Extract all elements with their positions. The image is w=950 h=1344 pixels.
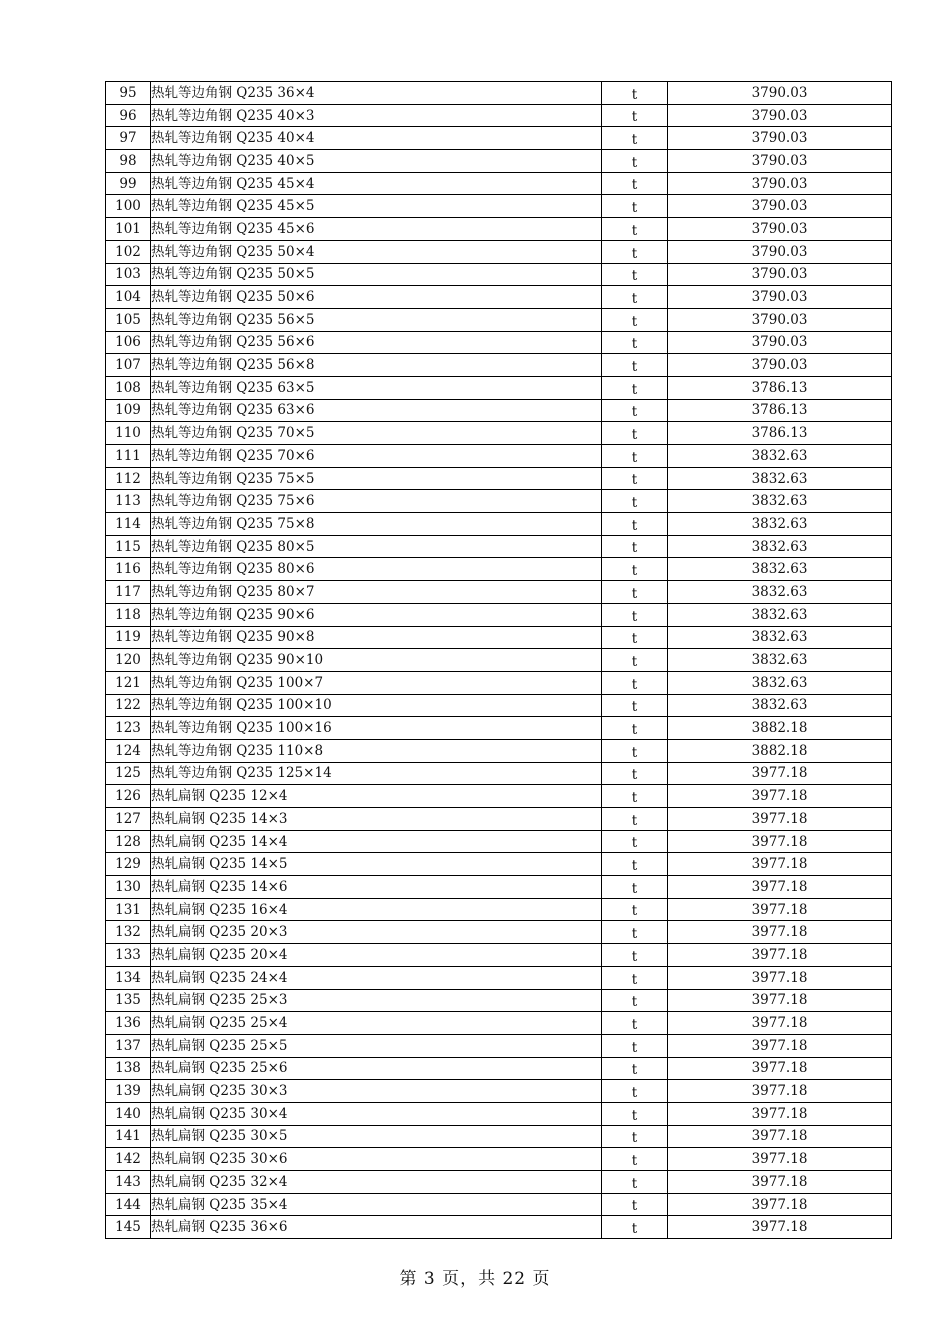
unit-cell: t [602,830,668,853]
item-name: 热轧扁钢 Q235 36×6 [151,1216,602,1239]
row-number: 105 [106,308,151,331]
unit-cell: t [602,218,668,241]
price-cell: 3790.03 [668,308,892,331]
unit-cell: t [602,1057,668,1080]
unit-cell: t [602,762,668,785]
unit-cell: t [602,331,668,354]
unit-cell: t [602,445,668,468]
unit-cell: t [602,649,668,672]
table-row [106,808,892,831]
price-cell: 3832.63 [668,513,892,536]
row-number: 141 [106,1125,151,1148]
item-name: 热轧扁钢 Q235 14×3 [151,808,602,831]
item-name: 热轧扁钢 Q235 14×5 [151,853,602,876]
item-name: 热轧等边角钢 Q235 70×5 [151,422,602,445]
table-row [106,785,892,808]
item-name: 热轧等边角钢 Q235 40×5 [151,150,602,173]
table-row [106,399,892,422]
table-row [106,626,892,649]
table-row [106,127,892,150]
unit-cell: t [602,694,668,717]
unit-cell: t [602,1012,668,1035]
unit-cell: t [602,739,668,762]
item-name: 热轧等边角钢 Q235 80×6 [151,558,602,581]
item-name: 热轧等边角钢 Q235 75×8 [151,513,602,536]
row-number: 145 [106,1216,151,1239]
item-name: 热轧等边角钢 Q235 45×6 [151,218,602,241]
table-row [106,467,892,490]
table-row [106,218,892,241]
price-cell: 3790.03 [668,218,892,241]
item-name: 热轧等边角钢 Q235 50×6 [151,286,602,309]
price-cell: 3790.03 [668,195,892,218]
unit-cell: t [602,1171,668,1194]
price-cell: 3977.18 [668,944,892,967]
table-row [106,1193,892,1216]
item-name: 热轧等边角钢 Q235 80×7 [151,581,602,604]
price-cell: 3832.63 [668,558,892,581]
row-number: 118 [106,603,151,626]
item-name: 热轧等边角钢 Q235 90×6 [151,603,602,626]
item-name: 热轧扁钢 Q235 30×5 [151,1125,602,1148]
price-cell: 3790.03 [668,286,892,309]
price-cell: 3977.18 [668,966,892,989]
unit-cell: t [602,853,668,876]
unit-cell: t [602,467,668,490]
price-cell: 3790.03 [668,82,892,105]
table-row [106,581,892,604]
unit-cell: t [602,1034,668,1057]
row-number: 112 [106,467,151,490]
item-name: 热轧扁钢 Q235 32×4 [151,1171,602,1194]
item-name: 热轧等边角钢 Q235 56×5 [151,308,602,331]
item-name: 热轧扁钢 Q235 25×3 [151,989,602,1012]
item-name: 热轧扁钢 Q235 12×4 [151,785,602,808]
unit-cell: t [602,376,668,399]
table-row [106,853,892,876]
unit-cell: t [602,82,668,105]
price-cell: 3786.13 [668,422,892,445]
item-name: 热轧扁钢 Q235 25×6 [151,1057,602,1080]
item-name: 热轧扁钢 Q235 20×3 [151,921,602,944]
table-row [106,989,892,1012]
table-row [106,490,892,513]
table-row [106,921,892,944]
unit-cell: t [602,535,668,558]
item-name: 热轧等边角钢 Q235 70×6 [151,445,602,468]
price-cell: 3832.63 [668,671,892,694]
row-number: 143 [106,1171,151,1194]
item-name: 热轧等边角钢 Q235 63×6 [151,399,602,422]
row-number: 97 [106,127,151,150]
table-row [106,445,892,468]
row-number: 106 [106,331,151,354]
price-cell: 3977.18 [668,1125,892,1148]
table-row [106,535,892,558]
row-number: 120 [106,649,151,672]
unit-cell: t [602,1193,668,1216]
price-cell: 3790.03 [668,354,892,377]
unit-cell: t [602,127,668,150]
row-number: 132 [106,921,151,944]
table-row [106,286,892,309]
unit-cell: t [602,286,668,309]
table-row [106,1034,892,1057]
unit-cell: t [602,1216,668,1239]
row-number: 99 [106,172,151,195]
row-number: 128 [106,830,151,853]
table-row [106,240,892,263]
unit-cell: t [602,195,668,218]
table-row [106,717,892,740]
table-row [106,762,892,785]
price-cell: 3977.18 [668,762,892,785]
row-number: 129 [106,853,151,876]
unit-cell: t [602,898,668,921]
item-name: 热轧扁钢 Q235 16×4 [151,898,602,921]
price-cell: 3977.18 [668,1148,892,1171]
row-number: 139 [106,1080,151,1103]
unit-cell: t [602,263,668,286]
unit-cell: t [602,1102,668,1125]
table-row [106,603,892,626]
item-name: 热轧等边角钢 Q235 36×4 [151,82,602,105]
table-row [106,1216,892,1239]
row-number: 126 [106,785,151,808]
price-table [105,81,892,1239]
price-cell: 3977.18 [668,1034,892,1057]
row-number: 131 [106,898,151,921]
unit-cell: t [602,422,668,445]
item-name: 热轧等边角钢 Q235 56×8 [151,354,602,377]
unit-cell: t [602,989,668,1012]
table-row [106,1171,892,1194]
item-name: 热轧等边角钢 Q235 100×7 [151,671,602,694]
price-cell: 3977.18 [668,898,892,921]
table-row [106,1102,892,1125]
price-cell: 3882.18 [668,717,892,740]
item-name: 热轧等边角钢 Q235 90×10 [151,649,602,672]
unit-cell: t [602,921,668,944]
row-number: 127 [106,808,151,831]
unit-cell: t [602,308,668,331]
table-row [106,1012,892,1035]
item-name: 热轧等边角钢 Q235 110×8 [151,739,602,762]
row-number: 123 [106,717,151,740]
row-number: 113 [106,490,151,513]
table-row [106,739,892,762]
item-name: 热轧扁钢 Q235 14×4 [151,830,602,853]
row-number: 100 [106,195,151,218]
item-name: 热轧等边角钢 Q235 63×5 [151,376,602,399]
table-row [106,649,892,672]
row-number: 111 [106,445,151,468]
price-cell: 3832.63 [668,649,892,672]
unit-cell: t [602,581,668,604]
price-cell: 3977.18 [668,853,892,876]
price-cell: 3832.63 [668,490,892,513]
row-number: 121 [106,671,151,694]
table-row [106,671,892,694]
row-number: 124 [106,739,151,762]
table-body [106,82,892,1239]
price-cell: 3977.18 [668,989,892,1012]
item-name: 热轧扁钢 Q235 35×4 [151,1193,602,1216]
unit-cell: t [602,1148,668,1171]
item-name: 热轧等边角钢 Q235 40×4 [151,127,602,150]
unit-cell: t [602,876,668,899]
table-row [106,263,892,286]
item-name: 热轧扁钢 Q235 20×4 [151,944,602,967]
price-cell: 3977.18 [668,808,892,831]
table-row [106,694,892,717]
row-number: 142 [106,1148,151,1171]
table-row [106,376,892,399]
row-number: 136 [106,1012,151,1035]
item-name: 热轧等边角钢 Q235 125×14 [151,762,602,785]
item-name: 热轧等边角钢 Q235 50×5 [151,263,602,286]
row-number: 122 [106,694,151,717]
unit-cell: t [602,1080,668,1103]
item-name: 热轧等边角钢 Q235 80×5 [151,535,602,558]
table-row [106,82,892,105]
price-cell: 3786.13 [668,399,892,422]
price-cell: 3977.18 [668,830,892,853]
price-cell: 3977.18 [668,1102,892,1125]
unit-cell: t [602,603,668,626]
table-row [106,513,892,536]
unit-cell: t [602,717,668,740]
price-cell: 3832.63 [668,694,892,717]
table-row [106,195,892,218]
item-name: 热轧扁钢 Q235 30×3 [151,1080,602,1103]
price-cell: 3832.63 [668,581,892,604]
unit-cell: t [602,671,668,694]
price-cell: 3977.18 [668,1171,892,1194]
item-name: 热轧扁钢 Q235 24×4 [151,966,602,989]
row-number: 134 [106,966,151,989]
item-name: 热轧等边角钢 Q235 100×10 [151,694,602,717]
item-name: 热轧等边角钢 Q235 50×4 [151,240,602,263]
price-cell: 3790.03 [668,331,892,354]
item-name: 热轧扁钢 Q235 25×5 [151,1034,602,1057]
row-number: 125 [106,762,151,785]
price-cell: 3790.03 [668,150,892,173]
row-number: 133 [106,944,151,967]
row-number: 101 [106,218,151,241]
row-number: 114 [106,513,151,536]
row-number: 104 [106,286,151,309]
row-number: 119 [106,626,151,649]
unit-cell: t [602,558,668,581]
row-number: 103 [106,263,151,286]
unit-cell: t [602,354,668,377]
price-cell: 3977.18 [668,921,892,944]
row-number: 109 [106,399,151,422]
table-row [106,1080,892,1103]
unit-cell: t [602,240,668,263]
table-row [106,830,892,853]
item-name: 热轧扁钢 Q235 30×4 [151,1102,602,1125]
table-row [106,944,892,967]
table-row [106,150,892,173]
price-cell: 3832.63 [668,535,892,558]
table-row [106,172,892,195]
row-number: 135 [106,989,151,1012]
price-cell: 3977.18 [668,1012,892,1035]
row-number: 102 [106,240,151,263]
row-number: 95 [106,82,151,105]
price-cell: 3977.18 [668,1080,892,1103]
row-number: 144 [106,1193,151,1216]
row-number: 98 [106,150,151,173]
price-cell: 3977.18 [668,785,892,808]
unit-cell: t [602,785,668,808]
unit-cell: t [602,626,668,649]
unit-cell: t [602,490,668,513]
item-name: 热轧等边角钢 Q235 100×16 [151,717,602,740]
item-name: 热轧扁钢 Q235 25×4 [151,1012,602,1035]
table-row [106,308,892,331]
row-number: 117 [106,581,151,604]
table-row [106,1125,892,1148]
item-name: 热轧等边角钢 Q235 45×5 [151,195,602,218]
table-row [106,422,892,445]
unit-cell: t [602,399,668,422]
price-cell: 3790.03 [668,263,892,286]
item-name: 热轧等边角钢 Q235 45×4 [151,172,602,195]
unit-cell: t [602,150,668,173]
table-row [106,104,892,127]
row-number: 96 [106,104,151,127]
price-cell: 3832.63 [668,603,892,626]
row-number: 130 [106,876,151,899]
price-cell: 3977.18 [668,876,892,899]
price-cell: 3977.18 [668,1057,892,1080]
unit-cell: t [602,513,668,536]
row-number: 138 [106,1057,151,1080]
price-cell: 3790.03 [668,240,892,263]
price-cell: 3790.03 [668,127,892,150]
unit-cell: t [602,966,668,989]
price-cell: 3790.03 [668,172,892,195]
page-footer: 第 3 页，共 22 页 [399,1269,551,1289]
row-number: 140 [106,1102,151,1125]
item-name: 热轧等边角钢 Q235 90×8 [151,626,602,649]
row-number: 116 [106,558,151,581]
price-cell: 3790.03 [668,104,892,127]
unit-cell: t [602,1125,668,1148]
item-name: 热轧等边角钢 Q235 75×6 [151,490,602,513]
table-row [106,1148,892,1171]
table-row [106,331,892,354]
row-number: 110 [106,422,151,445]
table-row [106,558,892,581]
unit-cell: t [602,808,668,831]
price-cell: 3832.63 [668,626,892,649]
price-cell: 3882.18 [668,739,892,762]
item-name: 热轧扁钢 Q235 30×6 [151,1148,602,1171]
item-name: 热轧等边角钢 Q235 56×6 [151,331,602,354]
item-name: 热轧扁钢 Q235 14×6 [151,876,602,899]
unit-cell: t [602,172,668,195]
price-cell: 3832.63 [668,445,892,468]
item-name: 热轧等边角钢 Q235 40×3 [151,104,602,127]
table-row [106,966,892,989]
table-row [106,354,892,377]
price-cell: 3786.13 [668,376,892,399]
item-name: 热轧等边角钢 Q235 75×5 [151,467,602,490]
row-number: 107 [106,354,151,377]
price-cell: 3977.18 [668,1193,892,1216]
price-cell: 3832.63 [668,467,892,490]
row-number: 115 [106,535,151,558]
unit-cell: t [602,104,668,127]
table-row [106,898,892,921]
price-cell: 3977.18 [668,1216,892,1239]
unit-cell: t [602,944,668,967]
table-row [106,1057,892,1080]
row-number: 108 [106,376,151,399]
row-number: 137 [106,1034,151,1057]
table-row [106,876,892,899]
